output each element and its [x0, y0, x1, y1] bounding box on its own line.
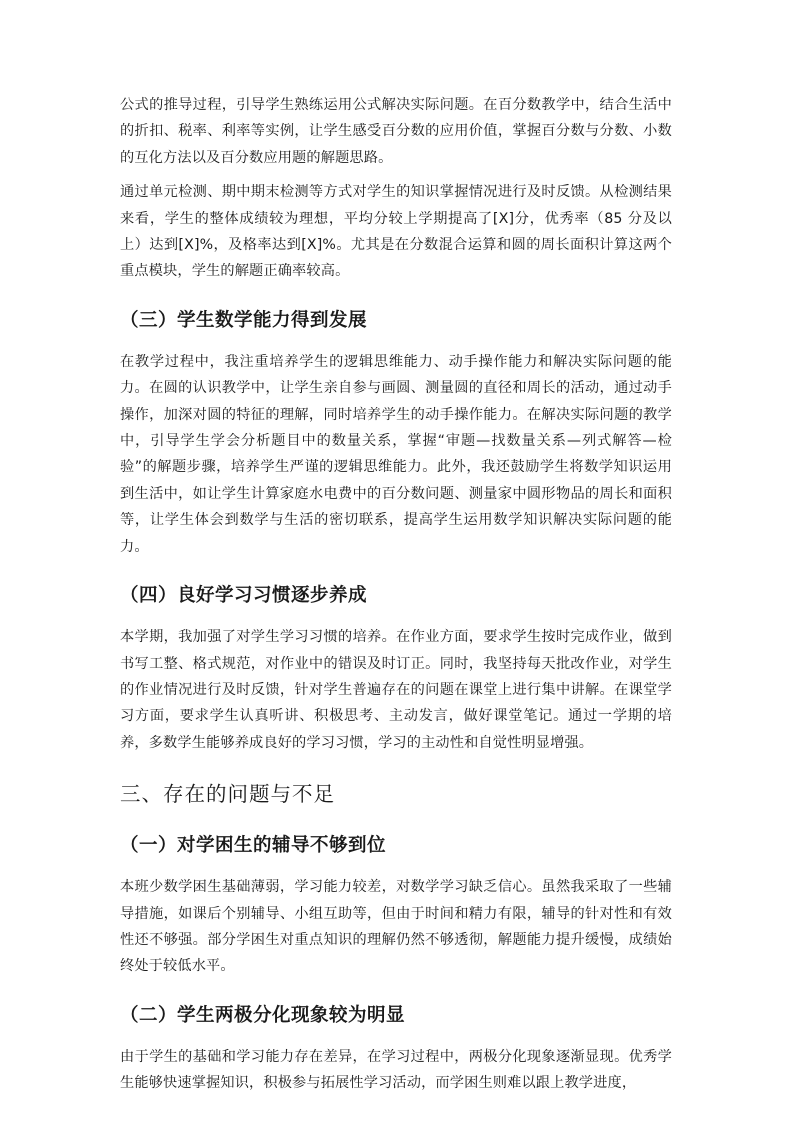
paragraph-math-ability: 在教学过程中，我注重培养学生的逻辑思维能力、动手操作能力和解决实际问题的能力。在圆的认识教学中，让学生亲自参与画圆、测量圆的直径和周长的活动，通过动手操作，加深对圆的特征的理解，同时培养学生的动手操作能力。在解决实际问题的教学中，引导学生学会分析题目中的数量关系，掌握“审题—找数量关系—列式解答—检验”的解题步骤，培养学生严谨的逻辑思维能力。此外，我还鼓励学生将数学知识运用到生活中，如让学生计算家庭水电费中的百分数问题、测量家中圆形物品的周长和面积等，让学生体会到数学与生活的密切联系，提高学生运用数学知识解决实际问题的能力。: [120, 353, 672, 555]
paragraph-polarization: 由于学生的基础和学习能力存在差异，在学习过程中，两极分化现象逐渐显现。优秀学生能够快速掌握知识，积极参与拓展性学习活动，而学困生则难以跟上教学进度，: [120, 1048, 672, 1092]
document-page: [120, 92, 672, 1105]
paragraph-struggling-students: 本班少数学困生基础薄弱，学习能力较差，对数学学习缺乏信心。虽然我采取了一些辅导措施，如课后个别辅导、小组互助等，但由于时间和精力有限，辅导的针对性和有效性还不够强。部分学困生对重点知识的理解仍然不够透彻，解题能力提升缓慢，成绩始终处于较低水平。: [120, 879, 672, 975]
heading-math-ability: （三）学生数学能力得到发展: [120, 309, 368, 331]
heading-study-habits: （四）良好学习习惯逐步养成: [120, 585, 368, 607]
heading-struggling-students: （一）对学困生的辅导不够到位: [120, 835, 387, 857]
paragraph-study-habits: 本学期，我加强了对学生学习习惯的培养。在作业方面，要求学生按时完成作业，做到书写工整、格式规范，对作业中的错误及时订正。同时，我坚持每天批改作业，对学生的作业情况进行及时反馈，针对学生普遍存在的问题在课堂上进行集中讲解。在课堂学习方面，要求学生认真听讲、积极思考、主动发言，做好课堂笔记。通过一学期的培养，多数学生能够养成良好的学习习惯，学习的主动性和自觉性明显增强。: [120, 629, 672, 751]
heading-polarization: （二）学生两极分化现象较为明显: [120, 1004, 406, 1026]
paragraph-percent-teaching: 公式的推导过程，引导学生熟练运用公式解决实际问题。在百分数教学中，结合生活中的折扣、税率、利率等实例，让学生感受百分数的应用价值，掌握百分数与分数、小数的互化方法以及百分数应用题的解题思路。: [120, 97, 672, 166]
heading-problems: 三、存在的问题与不足: [120, 782, 335, 807]
paragraph-test-feedback: 通过单元检测、期中期末检测等方式对学生的知识掌握情况进行及时反馈。从检测结果来看，学生的整体成绩较为理想，平均分较上学期提高了[X]分，优秀率（85 分及以上）达到[X]%，及格率达到[X]%。尤其是在分数混合运算和圆的周长面积计算这两个重点模块，学生的解题正确率较高。: [120, 184, 672, 280]
